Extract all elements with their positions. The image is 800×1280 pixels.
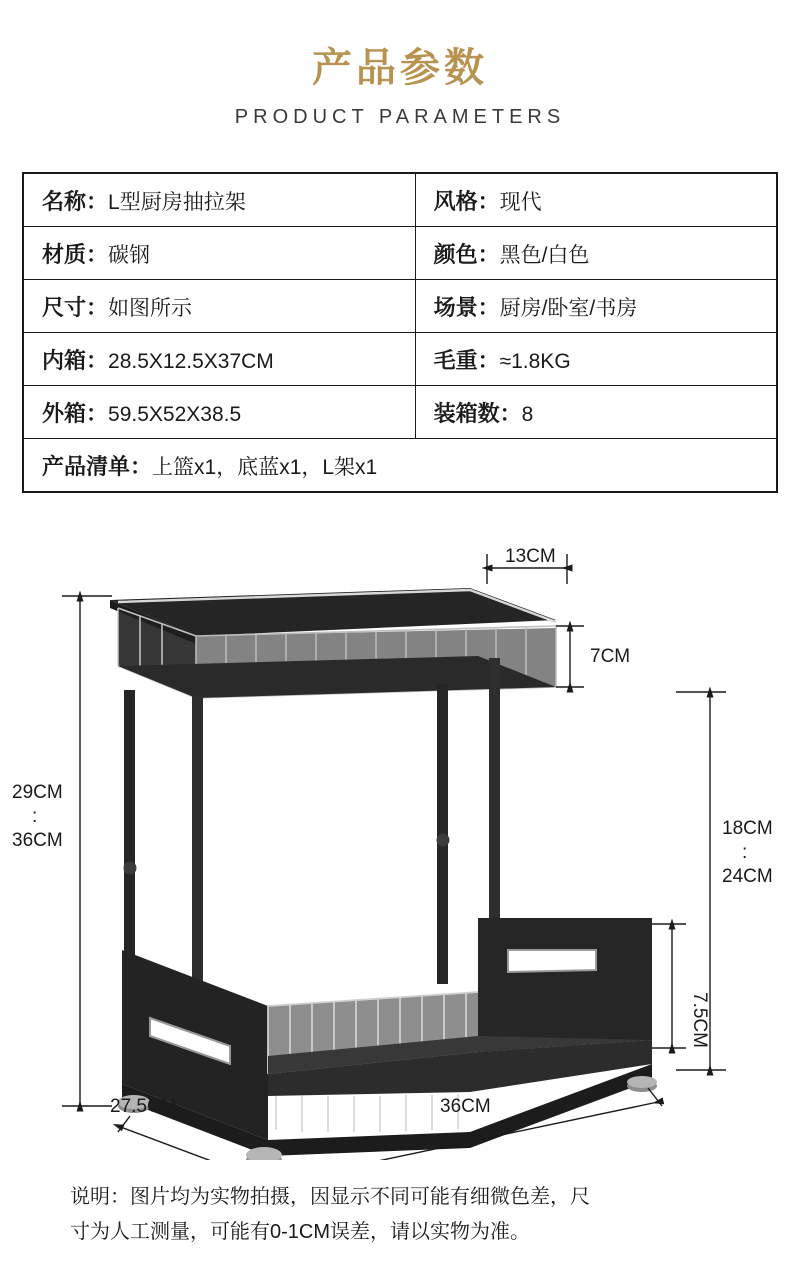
spec-cell-packing-list xyxy=(23,439,777,493)
spec-value: 现代 xyxy=(499,190,542,214)
page-header xyxy=(0,0,800,129)
dim-top-basket-height: 7CM xyxy=(590,646,631,667)
spec-value: ≈1.8KG xyxy=(499,349,571,373)
spec-value: 59.5X52X38.5 xyxy=(108,402,242,426)
spec-value: 碳钢 xyxy=(108,243,151,267)
spec-value: 厨房/卧室/书房 xyxy=(499,296,638,320)
spec-value: 上篮x1，底蓝x1，L架x1 xyxy=(152,455,378,479)
dim-total-height-min: 29CM xyxy=(12,782,63,803)
dim-right-height-min: 18CM xyxy=(722,818,773,839)
dim-total-height-max: 36CM xyxy=(12,830,63,851)
table-row xyxy=(23,227,777,280)
spec-cell-name xyxy=(23,173,415,227)
spec-label: 外箱： xyxy=(42,400,109,426)
dim-depth: 27.5CM xyxy=(110,1096,177,1117)
spec-label: 毛重： xyxy=(433,347,500,373)
spec-cell-material xyxy=(23,227,415,280)
spec-cell-color xyxy=(415,227,777,280)
dim-right-height-separator: : xyxy=(742,842,748,863)
spec-label: 内箱： xyxy=(42,347,109,373)
table-row xyxy=(23,173,777,227)
spec-label: 装箱数： xyxy=(433,400,522,426)
spec-value: 28.5X12.5X37CM xyxy=(108,349,274,373)
disclaimer-line-1: 说明：图片均为实物拍摄，因显示不同可能有细微色差，尺 xyxy=(70,1186,590,1208)
spec-cell-style xyxy=(415,173,777,227)
spec-label: 尺寸： xyxy=(42,294,109,320)
dim-height-separator: : xyxy=(32,806,38,827)
product-diagram xyxy=(0,540,800,1160)
spec-label: 名称： xyxy=(42,188,109,214)
spec-value: 黑色/白色 xyxy=(499,243,590,267)
spec-label: 场景： xyxy=(433,294,500,320)
table-row xyxy=(23,439,777,493)
spec-cell-size xyxy=(23,280,415,333)
spec-label: 风格： xyxy=(433,188,500,214)
dim-top-width: 13CM xyxy=(505,546,556,567)
spec-value: 8 xyxy=(521,402,534,426)
dim-bottom-basket-height: 7.5CM xyxy=(689,992,710,1048)
table-row xyxy=(23,280,777,333)
disclaimer-line-2: 寸为人工测量，可能有0-1CM误差，请以实物为准。 xyxy=(70,1221,531,1243)
table-row xyxy=(23,386,777,439)
table-row xyxy=(23,333,777,386)
spec-cell-scene xyxy=(415,280,777,333)
spec-label: 颜色： xyxy=(433,241,500,267)
spec-cell-gross-weight xyxy=(415,333,777,386)
page-title-cn: 产品参数 xyxy=(312,46,488,90)
spec-value: 如图所示 xyxy=(108,296,193,320)
spec-cell-pack-qty xyxy=(415,386,777,439)
spec-cell-outer-box xyxy=(23,386,415,439)
rack-illustration xyxy=(110,588,657,1160)
spec-label: 材质： xyxy=(42,241,109,267)
disclaimer-note xyxy=(70,1180,740,1250)
spec-table xyxy=(22,172,778,493)
spec-label: 产品清单： xyxy=(42,453,153,479)
page-title-en: PRODUCT PARAMETERS xyxy=(234,106,566,128)
spec-value: L型厨房抽拉架 xyxy=(108,190,246,214)
dim-right-height-max: 24CM xyxy=(722,866,773,887)
spec-cell-inner-box xyxy=(23,333,415,386)
dim-width: 36CM xyxy=(440,1096,491,1117)
